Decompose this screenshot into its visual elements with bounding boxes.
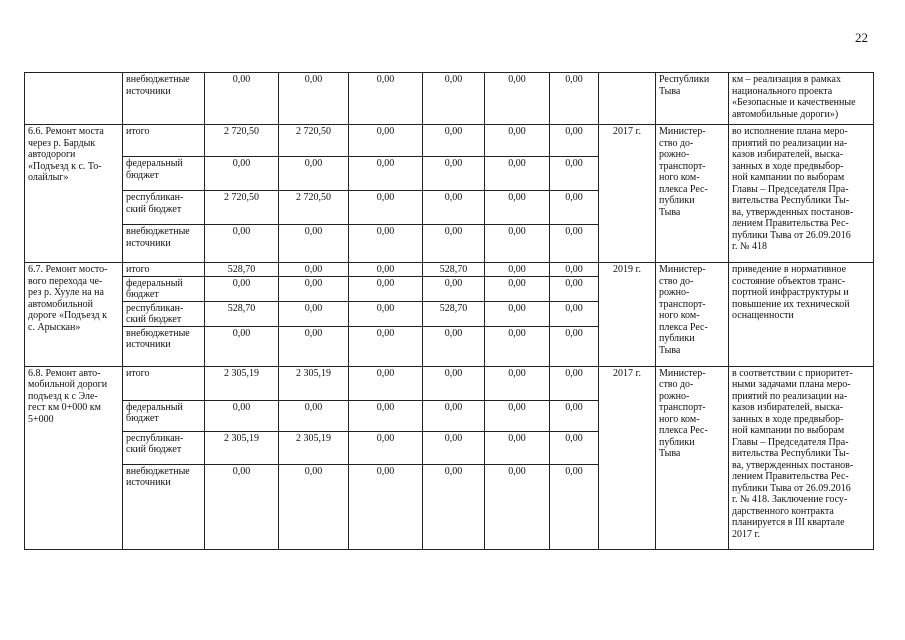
value-cell: 0,00 (349, 464, 423, 549)
value-cell: 0,00 (349, 73, 423, 125)
note-cell: приведение в нормативное состояние объектов транс- портной инфраструктуры и повышение их технической оснащенности (729, 263, 874, 367)
value-cell: 0,00 (423, 125, 485, 157)
value-cell: 0,00 (279, 464, 349, 549)
value-cell: 0,00 (550, 326, 599, 366)
value-cell: 0,00 (279, 276, 349, 301)
value-cell: 528,70 (205, 263, 279, 277)
responsible-cell: Министер- ство до- рожно- транспорт- ного ком- плекса Рес- публики Тыва (656, 263, 729, 367)
value-cell: 0,00 (550, 400, 599, 431)
value-cell: 0,00 (423, 225, 485, 263)
value-cell: 0,00 (279, 73, 349, 125)
year-cell: 2017 г. (599, 366, 656, 549)
value-cell: 0,00 (550, 263, 599, 277)
value-cell: 0,00 (205, 464, 279, 549)
value-cell: 0,00 (349, 276, 423, 301)
value-cell: 0,00 (485, 366, 550, 400)
value-cell: 0,00 (279, 225, 349, 263)
funding-source-cell: федеральный бюджет (123, 157, 205, 191)
note-cell: км – реализация в рамках национального проекта «Безопасные и качественные автомобильные дороги») (729, 73, 874, 125)
value-cell: 0,00 (349, 157, 423, 191)
year-cell: 2017 г. (599, 125, 656, 263)
value-cell: 0,00 (485, 431, 550, 464)
value-cell: 0,00 (349, 263, 423, 277)
value-cell: 0,00 (485, 157, 550, 191)
table-row (25, 125, 874, 157)
value-cell: 0,00 (205, 326, 279, 366)
funding-source-cell: итого (123, 125, 205, 157)
funding-source-cell: внебюджетные источники (123, 464, 205, 549)
note-cell: во исполнение плана меро- приятий по реализации на- казов избирателей, выска- занных в ходе предвыбор- ной кампании по выборам Главы – Председателя Пра- вительства Республики Ты- ва, утвержденных постанов- лением Правительства Рес- публики Тыва от 26.09.2016 г. № 418 (729, 125, 874, 263)
value-cell: 0,00 (550, 301, 599, 326)
value-cell: 0,00 (485, 125, 550, 157)
page-number: 22 (855, 30, 868, 45)
value-cell: 0,00 (279, 157, 349, 191)
object-title-cell: 6.7. Ремонт мосто- вого перехода че- рез р. Хууле на на автомобильной дороге «Подъезд к с. Арыскан» (25, 263, 123, 367)
table-row (25, 366, 874, 400)
year-cell: 2019 г. (599, 263, 656, 367)
value-cell: 0,00 (485, 191, 550, 225)
value-cell: 0,00 (423, 191, 485, 225)
value-cell: 0,00 (485, 276, 550, 301)
value-cell: 0,00 (423, 276, 485, 301)
value-cell: 0,00 (550, 125, 599, 157)
funding-source-cell: федеральный бюджет (123, 400, 205, 431)
value-cell: 0,00 (485, 225, 550, 263)
note-cell: в соответствии с приоритет- ными задачами плана меро- приятий по реализации на- казов избирателей, выска- занных в ходе предвыбор- ной кампании по выборам Главы – Председателя Пра- вительства Республики Ты- ва, утвержденных постанов- лением Правительства Рес- публики Тыва от 26.09.2016 г. № 418. Заключение госу- дарственного контракта планируется в III квартале 2017 г. (729, 366, 874, 549)
value-cell: 0,00 (550, 366, 599, 400)
table-row (25, 263, 874, 277)
value-cell: 0,00 (279, 263, 349, 277)
value-cell: 2 305,19 (279, 431, 349, 464)
value-cell: 0,00 (550, 225, 599, 263)
value-cell: 2 720,50 (205, 125, 279, 157)
table-body (25, 73, 874, 550)
value-cell: 0,00 (550, 73, 599, 125)
value-cell: 0,00 (349, 301, 423, 326)
value-cell: 0,00 (423, 326, 485, 366)
value-cell: 2 720,50 (279, 125, 349, 157)
value-cell: 0,00 (423, 73, 485, 125)
value-cell: 0,00 (550, 276, 599, 301)
value-cell: 0,00 (349, 431, 423, 464)
value-cell: 0,00 (205, 157, 279, 191)
year-cell (599, 73, 656, 125)
value-cell: 0,00 (205, 225, 279, 263)
value-cell: 0,00 (550, 191, 599, 225)
value-cell: 0,00 (349, 225, 423, 263)
value-cell: 0,00 (349, 400, 423, 431)
funding-source-cell: республикан- ский бюджет (123, 301, 205, 326)
value-cell: 0,00 (485, 464, 550, 549)
value-cell: 0,00 (349, 191, 423, 225)
value-cell: 528,70 (423, 301, 485, 326)
responsible-cell: Министер- ство до- рожно- транспорт- ного ком- плекса Рес- публики Тыва (656, 366, 729, 549)
value-cell: 0,00 (485, 400, 550, 431)
value-cell: 2 305,19 (279, 366, 349, 400)
value-cell: 528,70 (205, 301, 279, 326)
value-cell: 0,00 (205, 400, 279, 431)
value-cell: 0,00 (349, 125, 423, 157)
value-cell: 0,00 (485, 73, 550, 125)
value-cell: 0,00 (349, 366, 423, 400)
object-title-cell: 6.8. Ремонт авто- мобильной дороги подъезд к с Эле- гест км 0+000 км 5+000 (25, 366, 123, 549)
value-cell: 0,00 (349, 326, 423, 366)
funding-source-cell: федеральный бюджет (123, 276, 205, 301)
funding-source-cell: республикан- ский бюджет (123, 191, 205, 225)
value-cell: 2 720,50 (279, 191, 349, 225)
value-cell: 0,00 (423, 464, 485, 549)
funding-source-cell: внебюджетные источники (123, 73, 205, 125)
table-row (25, 73, 874, 125)
funding-source-cell: итого (123, 366, 205, 400)
object-title-cell: 6.6. Ремонт моста через р. Бардык автодороги «Подъезд к с. То- олайлыг» (25, 125, 123, 263)
responsible-cell: Министер- ство до- рожно- транспорт- ного ком- плекса Рес- публики Тыва (656, 125, 729, 263)
value-cell: 0,00 (423, 366, 485, 400)
value-cell: 0,00 (205, 73, 279, 125)
value-cell: 0,00 (279, 326, 349, 366)
funding-source-cell: внебюджетные источники (123, 225, 205, 263)
value-cell: 0,00 (485, 326, 550, 366)
value-cell: 0,00 (423, 431, 485, 464)
value-cell: 0,00 (485, 301, 550, 326)
value-cell: 0,00 (279, 301, 349, 326)
value-cell: 0,00 (550, 157, 599, 191)
responsible-cell: Республики Тыва (656, 73, 729, 125)
value-cell: 0,00 (205, 276, 279, 301)
value-cell: 528,70 (423, 263, 485, 277)
value-cell: 2 305,19 (205, 431, 279, 464)
funding-source-cell: внебюджетные источники (123, 326, 205, 366)
object-title-cell (25, 73, 123, 125)
budget-table (24, 72, 874, 550)
value-cell: 0,00 (550, 431, 599, 464)
value-cell: 2 720,50 (205, 191, 279, 225)
value-cell: 2 305,19 (205, 366, 279, 400)
funding-source-cell: итого (123, 263, 205, 277)
value-cell: 0,00 (423, 157, 485, 191)
funding-source-cell: республикан- ский бюджет (123, 431, 205, 464)
value-cell: 0,00 (423, 400, 485, 431)
value-cell: 0,00 (279, 400, 349, 431)
value-cell: 0,00 (550, 464, 599, 549)
value-cell: 0,00 (485, 263, 550, 277)
